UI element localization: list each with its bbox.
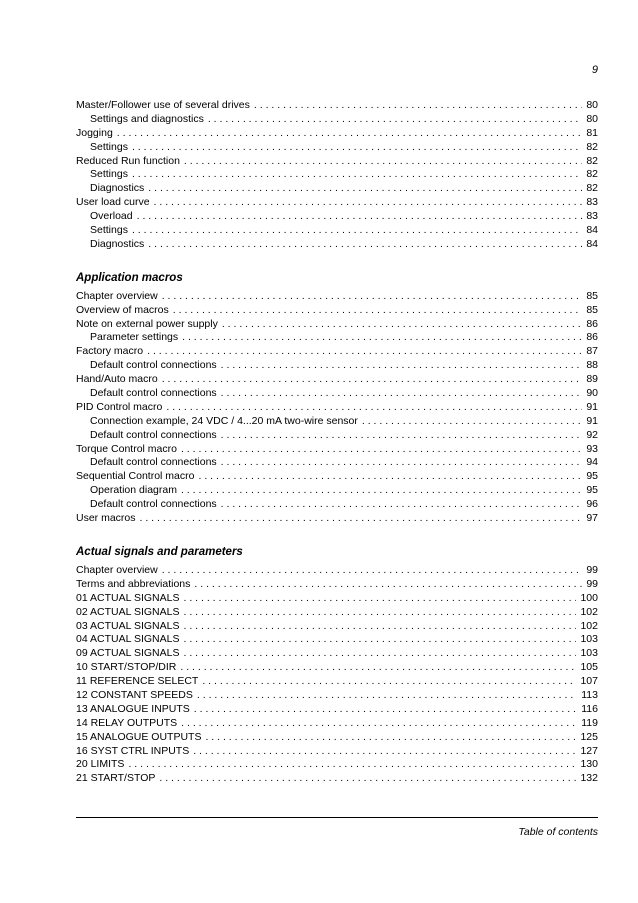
- toc-entry-page: 132: [580, 772, 598, 785]
- toc-entry-page: 119: [581, 716, 598, 729]
- toc-entry[interactable]: [76, 373, 598, 387]
- dot-leader: [184, 620, 577, 634]
- toc-entry[interactable]: [76, 127, 598, 141]
- dot-leader: [184, 155, 582, 169]
- dot-leader: [208, 113, 582, 127]
- toc-entry-title: 15 ANALOGUE OUTPUTS: [76, 730, 202, 743]
- toc-entry[interactable]: [76, 592, 598, 606]
- toc-entry-page: 82: [586, 168, 598, 181]
- toc-entry-title: 01 ACTUAL SIGNALS: [76, 591, 180, 604]
- toc-entry-title: 12 CONSTANT SPEEDS: [76, 688, 193, 701]
- dot-leader: [162, 564, 583, 578]
- toc-entry-title: Chapter overview: [76, 289, 158, 302]
- toc-entry[interactable]: [76, 224, 598, 238]
- dot-leader: [154, 196, 583, 210]
- toc-entry-title: 11 REFERENCE SELECT: [76, 675, 199, 688]
- dot-leader: [132, 224, 582, 238]
- toc-entry[interactable]: [76, 772, 598, 786]
- dot-leader: [221, 429, 583, 443]
- dot-leader: [132, 141, 582, 155]
- toc-entry[interactable]: [76, 359, 598, 373]
- toc-entry[interactable]: [76, 141, 598, 155]
- dot-leader: [166, 401, 582, 415]
- dot-leader: [362, 415, 582, 429]
- toc-entry-page: 130: [580, 758, 598, 771]
- toc-entry-page: 86: [586, 331, 598, 344]
- toc-entry[interactable]: [76, 745, 598, 759]
- toc-entry-page: 95: [586, 484, 598, 497]
- dot-leader: [194, 578, 582, 592]
- toc-entry-page: 83: [586, 210, 598, 223]
- dot-leader: [128, 758, 576, 772]
- toc-entry[interactable]: [76, 387, 598, 401]
- toc-entry-page: 99: [586, 577, 598, 590]
- toc-entry[interactable]: [76, 318, 598, 332]
- dot-leader: [180, 661, 576, 675]
- toc-entry-page: 84: [586, 224, 598, 237]
- toc-entry[interactable]: [76, 689, 598, 703]
- toc-entry-page: 125: [580, 730, 598, 743]
- dot-leader: [184, 592, 577, 606]
- toc-entry-title: Default control connections: [90, 387, 217, 400]
- footer-title: Table of contents: [518, 826, 598, 838]
- dot-leader: [162, 290, 583, 304]
- dot-leader: [198, 470, 582, 484]
- table-of-contents: [76, 99, 598, 786]
- dot-leader: [205, 731, 576, 745]
- toc-entry-title: 20 LIMITS: [76, 758, 125, 771]
- toc-entry-page: 103: [580, 633, 598, 646]
- toc-entry[interactable]: [76, 168, 598, 182]
- toc-entry[interactable]: [76, 758, 598, 772]
- toc-entry-page: 85: [586, 289, 598, 302]
- toc-entry[interactable]: [76, 606, 598, 620]
- toc-entry-page: 94: [586, 456, 598, 469]
- toc-entry[interactable]: [76, 661, 598, 675]
- toc-entry[interactable]: [76, 155, 598, 169]
- toc-entry-page: 80: [586, 112, 598, 125]
- toc-entry[interactable]: [76, 99, 598, 113]
- toc-entry[interactable]: [76, 456, 598, 470]
- toc-entry[interactable]: [76, 331, 598, 345]
- toc-entry-page: 83: [586, 196, 598, 209]
- toc-entry-title: Settings: [90, 168, 128, 181]
- dot-leader: [159, 772, 576, 786]
- dot-leader: [197, 689, 577, 703]
- dot-leader: [184, 633, 577, 647]
- dot-leader: [254, 99, 582, 113]
- toc-entry[interactable]: [76, 647, 598, 661]
- toc-entry-title: Default control connections: [90, 428, 217, 441]
- toc-entry-title: Connection example, 24 VDC / 4...20 mA two-wire sensor: [90, 414, 358, 427]
- toc-entry-page: 92: [586, 428, 598, 441]
- toc-entry-title: Terms and abbreviations: [76, 577, 191, 590]
- dot-leader: [162, 373, 583, 387]
- toc-entry-page: 97: [586, 512, 598, 525]
- toc-entry[interactable]: [76, 484, 598, 498]
- toc-entry-title: Parameter settings: [90, 331, 179, 344]
- toc-entry[interactable]: [76, 113, 598, 127]
- toc-entry-page: 87: [586, 345, 598, 358]
- toc-entry-title: Default control connections: [90, 456, 217, 469]
- toc-entry[interactable]: [76, 633, 598, 647]
- dot-leader: [181, 443, 582, 457]
- toc-entry-page: 86: [586, 317, 598, 330]
- toc-entry-page: 82: [586, 182, 598, 195]
- toc-entry-title: Diagnostics: [90, 237, 145, 250]
- toc-entry[interactable]: [76, 238, 598, 252]
- dot-leader: [148, 182, 582, 196]
- dot-leader: [193, 745, 576, 759]
- toc-entry-title: Note on external power supply: [76, 317, 218, 330]
- toc-entry-title: 21 START/STOP: [76, 772, 156, 785]
- toc-entry-page: 88: [586, 359, 598, 372]
- toc-entry-page: 82: [586, 140, 598, 153]
- toc-entry[interactable]: [76, 210, 598, 224]
- toc-entry-title: 13 ANALOGUE INPUTS: [76, 702, 190, 715]
- toc-entry-title: 03 ACTUAL SIGNALS: [76, 619, 180, 632]
- toc-entry-page: 107: [580, 675, 598, 688]
- toc-entry-title: Jogging: [76, 126, 113, 139]
- section-heading: Actual signals and parameters: [76, 545, 243, 558]
- toc-entry-title: 14 RELAY OUTPUTS: [76, 716, 178, 729]
- toc-entry-title: Settings: [90, 224, 128, 237]
- toc-entry[interactable]: [76, 304, 598, 318]
- toc-entry-title: Overview of macros: [76, 303, 169, 316]
- dot-leader: [221, 456, 583, 470]
- toc-entry-page: 113: [581, 688, 598, 701]
- toc-entry[interactable]: [76, 345, 598, 359]
- page-number: 9: [591, 64, 598, 76]
- toc-entry[interactable]: [76, 620, 598, 634]
- dot-leader: [132, 168, 582, 182]
- toc-entry-page: 99: [586, 563, 598, 576]
- toc-entry-title: Hand/Auto macro: [76, 373, 158, 386]
- toc-entry-page: 116: [581, 702, 598, 715]
- toc-entry[interactable]: [76, 717, 598, 731]
- footer-divider: [76, 817, 598, 818]
- toc-entry-title: Settings and diagnostics: [90, 112, 204, 125]
- toc-entry[interactable]: [76, 429, 598, 443]
- toc-entry-page: 91: [586, 400, 598, 413]
- dot-leader: [184, 606, 577, 620]
- dot-leader: [147, 345, 582, 359]
- toc-entry-page: 80: [586, 99, 598, 111]
- toc-entry[interactable]: [76, 703, 598, 717]
- toc-entry-page: 91: [586, 414, 598, 427]
- toc-entry[interactable]: [76, 415, 598, 429]
- toc-entry-page: 84: [586, 237, 598, 250]
- dot-leader: [202, 675, 576, 689]
- dot-leader: [221, 387, 583, 401]
- dot-leader: [184, 647, 577, 661]
- toc-entry[interactable]: [76, 578, 598, 592]
- toc-entry-page: 95: [586, 470, 598, 483]
- toc-entry[interactable]: [76, 731, 598, 745]
- toc-entry-title: Diagnostics: [90, 182, 145, 195]
- toc-entry[interactable]: [76, 564, 598, 578]
- toc-entry-title: Reduced Run function: [76, 154, 180, 167]
- toc-entry[interactable]: [76, 470, 598, 484]
- toc-entry-title: 09 ACTUAL SIGNALS: [76, 647, 180, 660]
- dot-leader: [221, 498, 583, 512]
- toc-entry-title: Operation diagram: [90, 484, 177, 497]
- toc-entry-title: 10 START/STOP/DIR: [76, 661, 177, 674]
- toc-entry-title: PID Control macro: [76, 400, 163, 413]
- section-heading: Application macros: [76, 271, 183, 284]
- toc-entry-page: 102: [580, 605, 598, 618]
- dot-leader: [182, 331, 582, 345]
- toc-entry-page: 127: [580, 744, 598, 757]
- dot-leader: [173, 304, 583, 318]
- toc-entry-page: 89: [586, 373, 598, 386]
- toc-entry-page: 93: [586, 442, 598, 455]
- toc-entry-title: Factory macro: [76, 345, 144, 358]
- toc-entry-title: Chapter overview: [76, 563, 158, 576]
- toc-entry-page: 103: [580, 647, 598, 660]
- dot-leader: [221, 359, 583, 373]
- toc-entry[interactable]: [76, 443, 598, 457]
- dot-leader: [181, 717, 577, 731]
- toc-entry-title: Sequential Control macro: [76, 470, 195, 483]
- toc-entry[interactable]: [76, 401, 598, 415]
- toc-entry[interactable]: [76, 512, 598, 526]
- toc-entry-title: Overload: [90, 210, 133, 223]
- toc-entry-page: 105: [580, 661, 598, 674]
- toc-entry-title: Master/Follower use of several drives: [76, 99, 250, 111]
- toc-entry[interactable]: [76, 196, 598, 210]
- toc-entry-title: Default control connections: [90, 359, 217, 372]
- dot-leader: [222, 318, 582, 332]
- toc-entry-page: 90: [586, 387, 598, 400]
- toc-entry-page: 100: [580, 591, 598, 604]
- toc-entry-title: Default control connections: [90, 498, 217, 511]
- toc-entry-page: 82: [586, 154, 598, 167]
- toc-entry-title: 16 SYST CTRL INPUTS: [76, 744, 190, 757]
- dot-leader: [117, 127, 583, 141]
- toc-entry-page: 102: [580, 619, 598, 632]
- dot-leader: [140, 512, 583, 526]
- toc-entry[interactable]: [76, 290, 598, 304]
- toc-entry-page: 96: [586, 498, 598, 511]
- toc-entry[interactable]: [76, 182, 598, 196]
- toc-entry-title: User load curve: [76, 196, 150, 209]
- toc-entry[interactable]: [76, 675, 598, 689]
- dot-leader: [137, 210, 583, 224]
- toc-entry-title: 04 ACTUAL SIGNALS: [76, 633, 180, 646]
- toc-entry-title: Torque Control macro: [76, 442, 177, 455]
- toc-entry-page: 81: [586, 126, 598, 139]
- toc-entry-title: 02 ACTUAL SIGNALS: [76, 605, 180, 618]
- dot-leader: [181, 484, 582, 498]
- toc-entry[interactable]: [76, 498, 598, 512]
- dot-leader: [194, 703, 577, 717]
- dot-leader: [148, 238, 582, 252]
- toc-entry-title: User macros: [76, 512, 136, 525]
- toc-entry-title: Settings: [90, 140, 128, 153]
- toc-entry-page: 85: [586, 303, 598, 316]
